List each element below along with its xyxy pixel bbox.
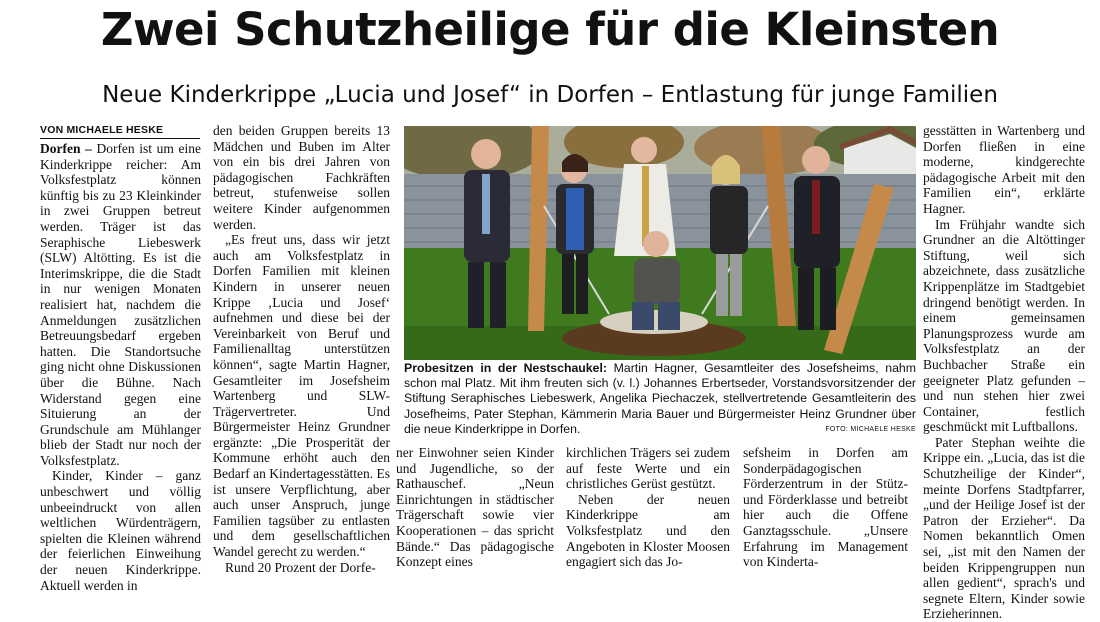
caption-lead: Probesitzen in der Nestschaukel:: [404, 361, 607, 375]
column-4: [566, 445, 730, 570]
column-2: [213, 123, 390, 575]
paragraph: Im Frühjahr wandte sich Grundner an die Altöttinger Stiftung, weil sich abzeichnete, dass zusätzliche Krippenplätze im Stadtgebiet dringend benötigt werden. In einem gemeinsamen Planungsprozess wurde am Volksfestplatz an der Buchbacher Straße ein geeigneter Platz gefunden – und nun stehen hier zwei Container, festlich geschmückt mit Luftballons.: [923, 216, 1085, 435]
photo-credit: FOTO: MICHAELE HESKE: [825, 426, 916, 433]
paragraph: Pater Stephan weihte die Krippe ein. „Lucia, das ist die Schutzheilige der Kinder“, meinte Dorfens Stadtpfarrer, „und der Heilige Josef ist der Patron der Erzieher“. Da Nomen bekanntlich Omen sei, „ist mit den Namen der beiden Krippengruppen nun allen gedient“, sprach's und segnete Eltern, Kinder sowie Erzieherinnen.: [923, 434, 1085, 622]
column-3: [396, 445, 554, 570]
paragraph: den beiden Gruppen bereits 13 Mädchen und Buben im Alter von ein bis drei Jahren von pädagogischen Fachkräften betreut, stufenweise sollen weitere Kinder aufgenommen werden.: [213, 123, 390, 232]
column-1: [40, 141, 201, 593]
paragraph: gesstätten in Wartenberg und Dorfen fließen in eine moderne, kindgerechte pädagogische Arbeit mit den Familien ein“, erklärte Hagner.: [923, 123, 1085, 216]
byline: VON MICHAELE HESKE: [40, 122, 200, 139]
paragraph: Neben der neuen Kinderkrippe am Volksfestplatz und den Angeboten in Kloster Moosen engagiert sich das Jo-: [566, 491, 730, 570]
paragraph: Rund 20 Prozent der Dorfe-: [225, 559, 376, 575]
subheadline: Neue Kinderkrippe „Lucia und Josef“ in Dorfen – Entlastung für junge Familien: [102, 82, 998, 108]
paragraph: Kinder, Kinder – ganz unbeschwert und völlig unbeeindruckt von allen weltlichen Würdenträgern, spielten die Kleinen während der feierlichen Einweihung der neuen Kinderkrippe. Aktuell werden in: [40, 468, 201, 593]
column-5: [743, 445, 908, 570]
paragraph: sefsheim in Dorfen am Sonderpädagogischen Förderzentrum in der Stütz- und Förderklasse und betreibt hier auch die Offene Ganztagsschule. „Unsere Erfahrung im Management von Kinderta-: [743, 445, 908, 570]
paragraph: kirchlichen Trägers sei zudem auf feste Werte und ein christliches Gerüst gestützt.: [566, 445, 730, 492]
dateline: Dorfen –: [40, 141, 92, 156]
paragraph: [40, 141, 201, 468]
paragraph: „Es freut uns, dass wir jetzt auch am Volksfestplatz in Dorfen Familien mit kleinen Kindern in unserer neuen Krippe ‚Lucia und Josef‘ aufnehmen und diese bei der Vereinbarkeit von Beruf und Familienalltag unterstützen können“, sagte Martin Hagner, Gesamtleiter im Josefsheim Wartenberg und SLW-Trägervertreter. Und Bürgermeister Heinz Grundner ergänzte: „Die Prosperität der Kommune erhöht auch den Bedarf an Kindertagesstätten. Es ist unsere Verpflichtung, aber auch unser Anspruch, junge Familien tagsüber zu entlasten und dem gesellschaftlichen Wandel gerecht zu werden.“: [213, 232, 390, 560]
headline: Zwei Schutzheilige für die Kleinsten: [100, 3, 1000, 56]
article-photo: [404, 126, 916, 360]
column-6: [923, 123, 1085, 622]
caption-text: Martin Hagner, Gesamtleiter des Josefsheims, nahm schon mal Platz. Mit ihm freuten sich (v. l.) Johannes Erbertseder, Vorstandsvorsitzender der Stiftung Seraphisches Liebeswerk, Angelika Piechaczek, stellvertretende Gesamtleiterin des Josefheims, Pater Stephan, Kämmerin Maria Bauer und Bürgermeister Heinz Grundner über die neue Kinderkrippe in Dorfen.: [404, 361, 916, 436]
paragraph: ner Einwohner seien Kinder und Jugendliche, so der Rathauschef. „Neun Einrichtungen in städtischer Trägerschaft sowie vier Kooperationen – das spricht Bände.“ Das pädagogische Konzept eines: [396, 445, 554, 570]
paragraph-text: Dorfen ist um eine Kinderkrippe reicher: Am Volksfestplatz können künftig bis zu 23 Kleinkinder in zwei Gruppen betreut werden. Träger ist das Seraphische Liebeswerk (SLW) Altötting. Es ist die Interimskrippe, die die Stadt in nur wenigen Monaten realisiert hat, nachdem die Anmeldungen zusätzlichen Betreuungsbedarf ergeben hatten. Die Standortsuche ging nicht ohne Diskussionen über die Bühne. Nach Widerstand gegen eine Situierung an der Grundschule am Mühlanger blieb der Stadt nur noch der Volksfestplatz.: [40, 141, 201, 468]
